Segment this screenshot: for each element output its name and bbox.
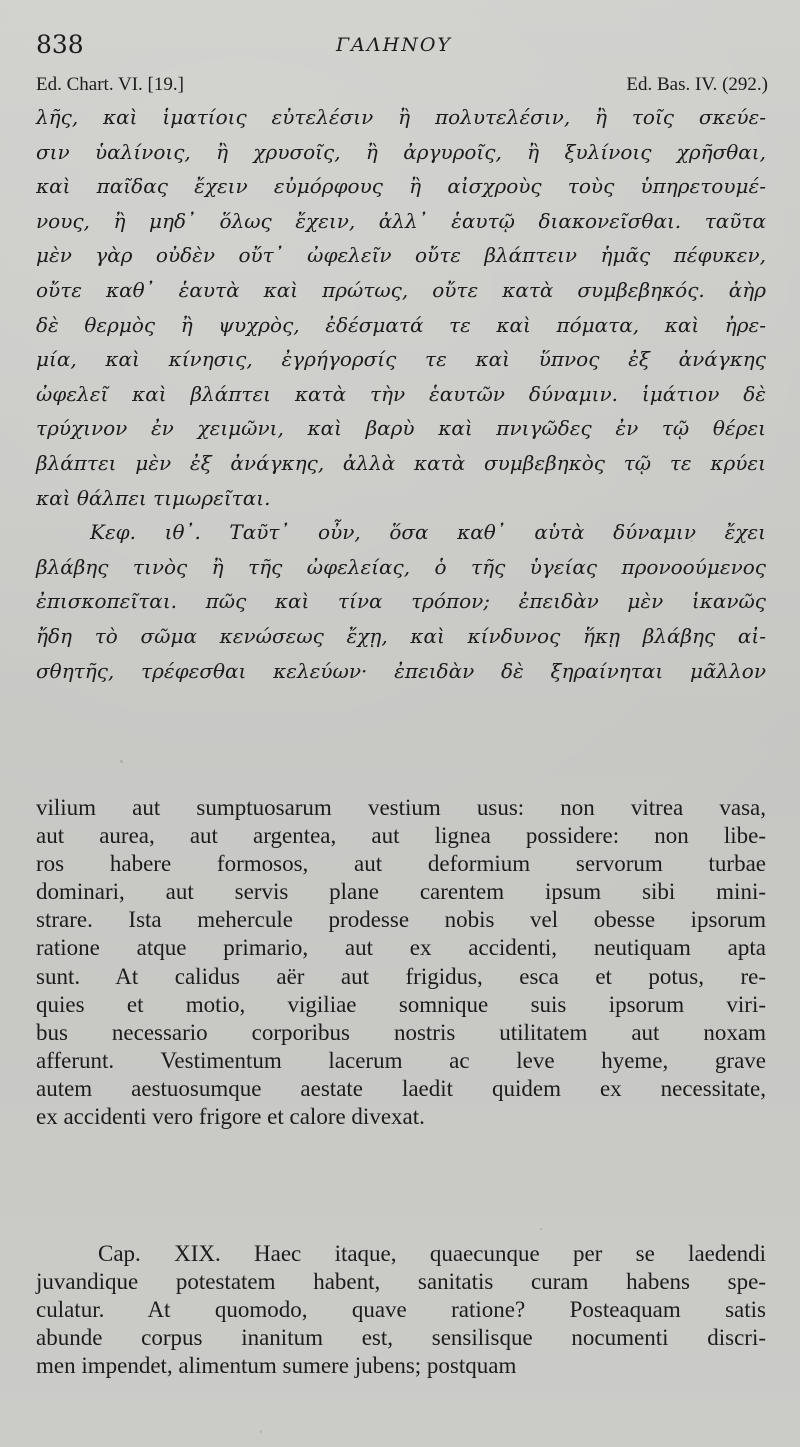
greek-line: οὔτε καθ᾽ ἑαυτὰ καὶ πρώτως, οὔτε κατὰ συμβεβηκός. ἀὴρ [36, 277, 766, 302]
latin-line: ex accidenti vero frigore et calore divexat. [36, 1104, 425, 1130]
greek-line: καὶ παῖδας ἔχειν εὐμόρφους ἢ αἰσχροὺς τοὺς ὑπηρετουμέ- [36, 174, 766, 199]
latin-line: vilium aut sumptuosarum vestium usus: non vitrea vasa, [36, 795, 766, 820]
paper-speck [120, 760, 123, 763]
latin-chapter-block [36, 1240, 766, 1380]
latin-line: bus necessario corporibus nostris utilitatem aut noxam [36, 1019, 766, 1045]
running-title: ΓΑΛΗΝΟΥ [336, 34, 452, 56]
latin-line: aut aurea, aut argentea, aut lignea possidere: non libe- [36, 823, 766, 849]
latin-text-block [36, 794, 766, 1131]
greek-line: σθητῆς, τρέφεσθαι κελεύων· ἐπειδὰν δὲ ξηραίνηται μᾶλλον [36, 658, 766, 683]
page-header [36, 28, 766, 64]
paper-speck [690, 540, 693, 542]
latin-line: men impendet, alimentum sumere jubens; postquam [36, 1353, 517, 1379]
latin-chapter-heading-line: Cap. XIX. Haec itaque, quaecunque per se laedendi [98, 1241, 766, 1266]
greek-line: καὶ θάλπει τιμωρεῖται. [36, 485, 271, 510]
greek-line: βλάβης τινὸς ἢ τῆς ὠφελείας, ὁ τῆς ὑγείας προνοούμενος [36, 554, 766, 579]
latin-line: autem aestuosumque aestate laedit quidem ex necessitate, [36, 1075, 766, 1101]
greek-line: σιν ὑαλίνοις, ἢ χρυσοῖς, ἢ ἀργυροῖς, ἢ ξυλίνοις χρῆσθαι, [36, 139, 766, 164]
greek-line: λῆς, καὶ ἱματίοις εὐτελέσιν ἢ πολυτελέσιν, ἢ τοῖς σκεύε- [36, 105, 766, 129]
greek-line: ἐπισκοπεῖται. πῶς καὶ τίνα τρόπον; ἐπειδὰν μὲν ἱκανῶς [36, 589, 766, 614]
latin-line: ros habere formosos, aut deformium servorum turbae [36, 851, 766, 877]
edition-references [36, 74, 768, 102]
latin-line: juvandique potestatem habent, sanitatis curam habens spe- [36, 1269, 766, 1295]
latin-line: abunde corpus inanitum est, sensilisque nocumenti discri- [36, 1325, 766, 1351]
edition-basel-reference: Ed. Bas. IV. (292.) [626, 74, 768, 95]
greek-line: βλάπτει μὲν ἐξ ἀνάγκης, ἀλλὰ κατὰ συμβεβηκὸς τῷ τε κρύει [36, 450, 766, 475]
latin-line: ratione atque primario, aut ex accidenti, neutiquam apta [36, 935, 766, 961]
edition-chart-reference: Ed. Chart. VI. [19.] [36, 74, 184, 95]
latin-line: strare. Ista mehercule prodesse nobis vel obesse ipsorum [36, 907, 766, 933]
greek-line: τρύχινον ἐν χειμῶνι, καὶ βαρὺ καὶ πνιγῶδες ἐν τῷ θέρει [36, 416, 766, 441]
greek-line: ὠφελεῖ καὶ βλάπτει κατὰ τὴν ἑαυτῶν δύναμιν. ἱμάτιον δὲ [36, 381, 766, 406]
greek-line: μὲν γὰρ οὐδὲν οὔτ᾽ ὠφελεῖν οὔτε βλάπτειν ἡμᾶς πέφυκεν, [36, 243, 766, 268]
greek-line: ἤδη τὸ σῶμα κενώσεως ἔχῃ, καὶ κίνδυνος ἥκῃ βλάβης αἰ- [36, 623, 766, 648]
latin-line: sunt. At calidus aër aut frigidus, esca et potus, re- [36, 963, 766, 989]
greek-line: νους, ἢ μηδ᾽ ὅλως ἔχειν, ἀλλ᾽ ἑαυτῷ διακονεῖσθαι. ταῦτα [36, 208, 766, 233]
latin-line: culatur. At quomodo, quave ratione? Posteaquam satis [36, 1297, 766, 1323]
greek-line: μία, καὶ κίνησις, ἐγρήγορσίς τε καὶ ὕπνος ἐξ ἀνάγκης [36, 347, 766, 372]
greek-text-block [36, 100, 766, 688]
page-number: 838 [36, 30, 84, 59]
paper-speck [540, 1228, 542, 1230]
latin-line: quies et motio, vigiliae somnique suis ipsorum viri- [36, 991, 766, 1017]
latin-line: afferunt. Vestimentum lacerum ac leve hyeme, grave [36, 1047, 766, 1073]
greek-line: δὲ θερμὸς ἢ ψυχρὸς, ἐδέσματά τε καὶ πόματα, καὶ ἠρε- [36, 312, 766, 337]
latin-line: dominari, aut servis plane carentem ipsum sibi mini- [36, 879, 766, 905]
greek-chapter-heading-line: Κεφ. ιθ᾽. Ταῦτ᾽ οὖν, ὅσα καθ᾽ αὑτὰ δύναμιν ἔχει [90, 520, 766, 545]
paper-speck [260, 1430, 262, 1433]
